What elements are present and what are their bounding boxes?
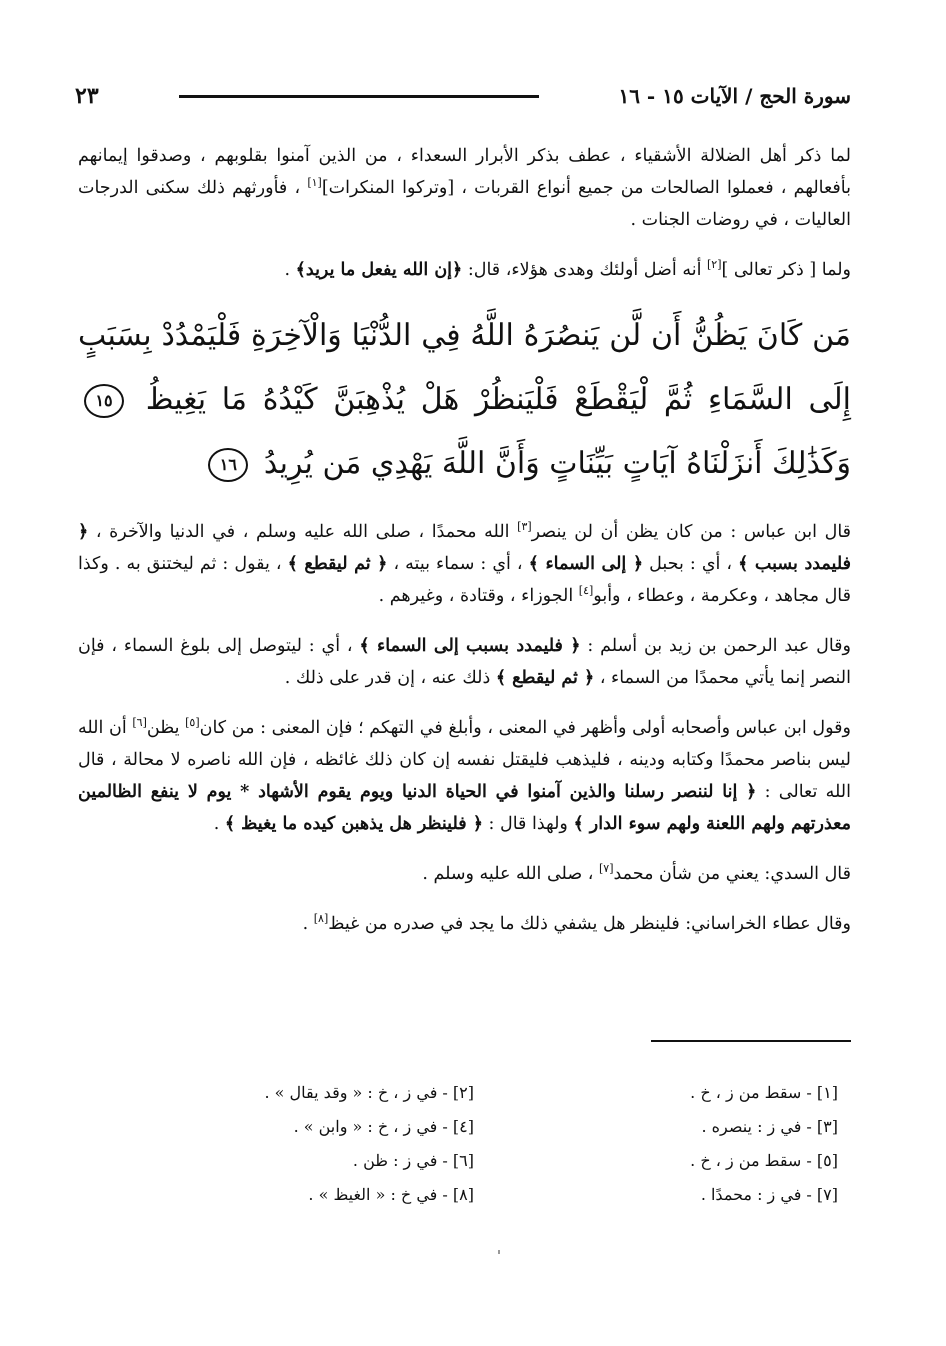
text-run: الله محمدًا ، صلى الله عليه وسلم ، في الدنيا والآخرة ، (88, 522, 518, 542)
main-text (78, 140, 851, 958)
footnote-3: [٣] - في ز : ينصره . (701, 1117, 838, 1136)
text-run: قال السدي: يعني من شأن محمد (613, 864, 851, 884)
paragraph-7 (78, 908, 851, 940)
footnote-4: [٤] - في ز ، خ : « وابن » . (293, 1117, 474, 1136)
scan-speck (498, 1250, 500, 1254)
text-run: ، يقول : ثم ليختنق به . وكذا قال مجاهد ، وعكرمة ، وعطاء ، وأبو (78, 554, 851, 606)
text-run: لما ذكر أهل الضلالة الأشقياء ، عطف بذكر الأبرار السعداء ، من الذين آمنوا بقلوبهم ، وصدقوا إيمانهم بأفعالهم ، فعملوا الصالحات من جميع أنواع القربات ، [وتركوا المنكرات] (78, 146, 852, 198)
paragraph-1 (78, 140, 851, 236)
text-run: ولهذا قال : (482, 814, 574, 834)
paragraph-4 (78, 630, 851, 694)
verse-text: وَكَذَٰلِكَ أَنزَلْنَاهُ آيَاتٍ بَيِّنَاتٍ وَأَنَّ اللَّهَ يَهْدِي مَن يُرِيدُ (263, 446, 851, 481)
text-run: ولما [ ذكر تعالى ] (721, 260, 851, 280)
text-run: أن الله ليس بناصر محمدًا وكتابه ودينه ، فليذهب فليقتل نفسه إن كان ذلك غائظه ، فإن الله ناصره لا محالة ، قال الله تعالى : (78, 718, 851, 802)
text-run: الجوزاء ، وقتادة ، وغيرهم . (378, 586, 579, 606)
quran-verses (78, 304, 851, 496)
text-run: ، أي : بحبل (643, 554, 739, 574)
footnote-ref: [١] (307, 176, 322, 190)
text-run: ذلك عنه ، إن قدر على ذلك . (284, 668, 496, 688)
text-run: ، أي : سماء بيته ، (387, 554, 529, 574)
header-rule (179, 95, 539, 98)
verse-text: مَن كَانَ يَظُنُّ أَن لَّن يَنصُرَهُ اللَّهُ فِي الدُّنْيَا وَالْآخِرَةِ فَلْيَمْدُدْ بِسَبَبٍ إِلَى السَّمَاءِ ثُمَّ لْيَقْطَعْ فَلْيَنظُرْ هَلْ يُذْهِبَنَّ كَيْدُهُ مَا يَغِيظُ (78, 318, 851, 417)
quran-quote: ﴿ إلى السماء ﴾ (528, 554, 644, 574)
quran-quote: ﴿ ثم ليقطع ﴾ (287, 554, 388, 574)
footnote-6: [٦] - في ز : ظن . (352, 1151, 474, 1170)
quran-quote: ﴿ ثم ليقطع ﴾ (495, 668, 595, 688)
text-run: وقال عطاء الخراساني: فلينظر هل يشفي ذلك ما يجد في صدره من غيظ (328, 914, 851, 934)
footnotes (150, 1080, 838, 1208)
text-run: وقال عبد الرحمن بن زيد بن أسلم : (580, 636, 851, 656)
footnote-7: [٧] - في ز : محمدًا . (700, 1185, 838, 1204)
footnote-ref: [٨] (313, 912, 329, 926)
text-run: . (213, 814, 225, 834)
paragraph-2 (78, 254, 851, 286)
paragraph-6 (78, 858, 851, 890)
header-title: سورة الحج / الآيات ١٥ - ١٦ (618, 84, 851, 108)
footnote-ref: [٣] (517, 520, 532, 534)
text-run: . (284, 260, 296, 280)
text-run: . (302, 914, 314, 934)
page-number: ٢٣ (75, 83, 99, 109)
footnote-ref: [٦] (132, 716, 147, 730)
text-run: ، صلى الله عليه وسلم . (422, 864, 599, 884)
quran-quote: ﴿إن الله يفعل ما يريد﴾ (295, 260, 463, 280)
footnote-ref: [٤] (578, 584, 594, 598)
quran-quote: ﴿ فلينظر هل يذهبن كيده ما يغيظ ﴾ (224, 814, 483, 834)
text-run: ، أي : ليتوصل إلى بلوغ السماء ، فإن النصر إنما يأتي محمدًا من السماء ، (78, 636, 851, 688)
paragraph-5 (78, 712, 851, 840)
quran-quote: ﴿ فليمدد بسبب إلى السماء ﴾ (359, 636, 581, 656)
ayah-number: ١٥ (84, 384, 124, 418)
footnote-ref: [٥] (185, 716, 200, 730)
paragraph-3 (78, 516, 851, 612)
footnote-5: [٥] - سقط من ز ، خ . (690, 1151, 838, 1170)
text-run: وقول ابن عباس وأصحابه أولى وأظهر في المعنى ، وأبلغ في التهكم ؛ فإن المعنى : من كان (199, 718, 851, 738)
text-run: قال ابن عباس : من كان يظن أن لن ينصر (531, 522, 852, 542)
text-run: ، فأورثهم ذلك سكنى الدرجات العاليات ، في روضات الجنات . (78, 178, 851, 230)
quran-quote: ﴿ إنا لننصر رسلنا والذين آمنوا في الحياة الدنيا ويوم يقوم الأشهاد * يوم لا ينفع الظالمين معذرتهم ولهم اللعنة ولهم سوء الدار ﴾ (78, 782, 851, 834)
text-run: أنه أضل أولئك وهدى هؤلاء، قال: (462, 260, 707, 280)
footnote-8: [٨] - في خ : « الغيظ » . (308, 1185, 474, 1204)
footnote-ref: [٧] (598, 862, 614, 876)
text-run: يظن (146, 718, 186, 738)
page-header (75, 78, 851, 114)
footnote-separator (651, 1040, 851, 1042)
footnote-ref: [٢] (707, 258, 722, 272)
quran-quote: ﴿ فليمدد بسبب ﴾ (78, 522, 851, 574)
footnote-1: [١] - سقط من ز ، خ . (690, 1083, 838, 1102)
footnote-2: [٢] - في ز ، خ : « وقد يقال » . (264, 1083, 474, 1102)
ayah-number: ١٦ (208, 448, 248, 482)
